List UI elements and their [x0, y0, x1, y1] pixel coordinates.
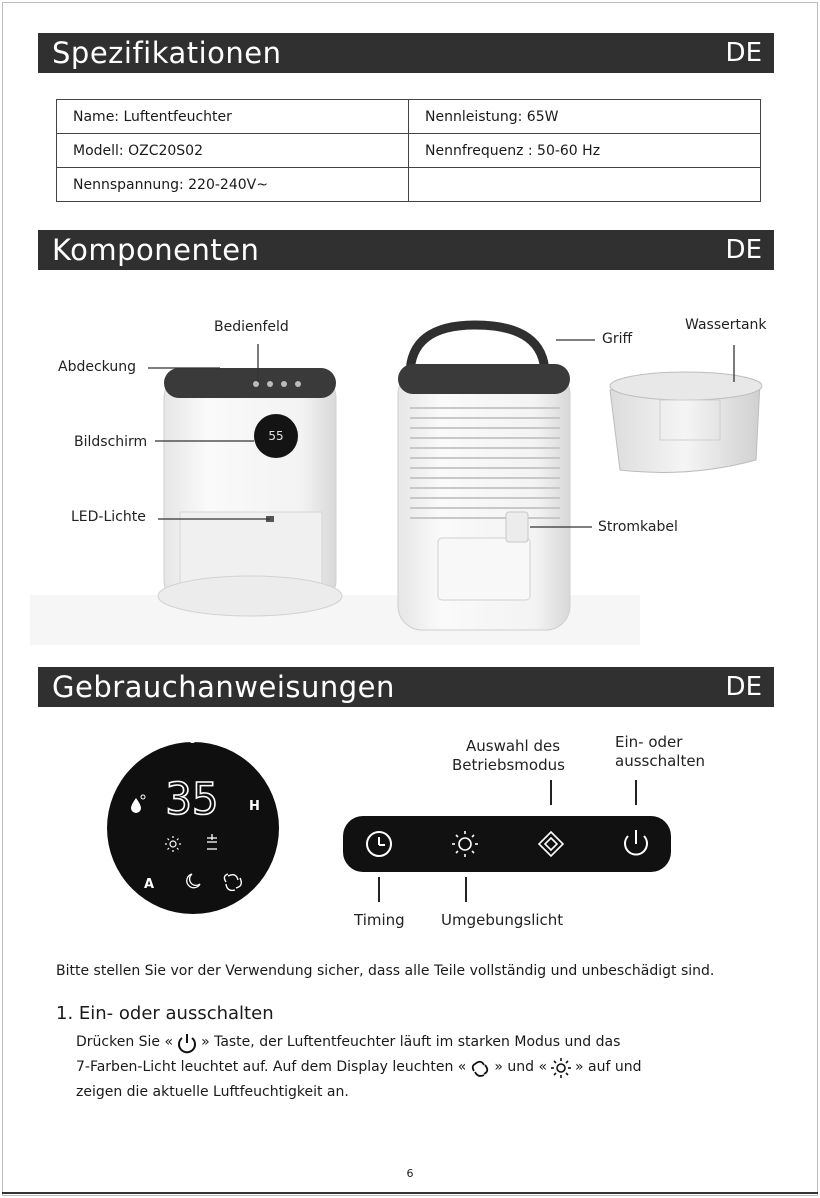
label-led-lichte: LED-Lichte [71, 509, 146, 525]
label-wassertank: Wassertank [685, 317, 767, 333]
label-power-line1: Ein- oder [615, 733, 683, 751]
label-umgebungslicht: Umgebungslicht [441, 911, 564, 929]
components-illustration [0, 290, 820, 650]
step1-line2 [76, 1055, 756, 1080]
table-cell: Name: Luftentfeuchter [57, 100, 409, 134]
dehumidifier-back [398, 325, 570, 630]
table-row [57, 100, 761, 134]
section-header-gebrauchanweisungen [38, 667, 774, 707]
language-badge: DE [725, 672, 762, 702]
spec-table [56, 99, 761, 202]
bottom-rule [2, 1192, 818, 1194]
section-header-komponenten [38, 230, 774, 270]
language-badge: DE [725, 38, 762, 68]
table-cell: Modell: OZC20S02 [57, 134, 409, 168]
step1-line1 [76, 1030, 756, 1055]
table-row [57, 134, 761, 168]
humidity-digits: 35 [165, 774, 219, 825]
step1-body [76, 1030, 756, 1105]
section-title: Komponenten [52, 233, 260, 267]
text-fragment: » und « [494, 1059, 548, 1075]
label-power-line2: ausschalten [615, 752, 706, 770]
step1-title: 1. Ein- oder ausschalten [56, 1003, 274, 1024]
table-cell [409, 168, 761, 202]
label-bildschirm: Bildschirm [74, 434, 148, 450]
table-cell: Nennfrequenz : 50-60 Hz [409, 134, 761, 168]
auto-mode-letter: A [144, 877, 155, 892]
fan-icon [469, 1057, 491, 1079]
label-abdeckung: Abdeckung [58, 359, 136, 375]
sun-icon [550, 1057, 572, 1079]
text-fragment: Drücken Sie « [76, 1034, 174, 1050]
intro-text: Bitte stellen Sie vor der Verwendung sicher, dass alle Teile vollständig und unbeschädigt sind. [56, 963, 715, 979]
text-fragment: 7-Farben-Licht leuchtet auf. Auf dem Display leuchten « [76, 1059, 467, 1075]
table-cell: Nennspannung: 220-240V~ [57, 168, 409, 202]
text-fragment: » auf und [575, 1059, 642, 1075]
control-panel [340, 778, 675, 908]
section-header-spezifikationen [38, 33, 774, 73]
section-title: Spezifikationen [52, 36, 282, 70]
round-display [104, 734, 294, 924]
label-griff: Griff [602, 331, 633, 347]
dehumidifier-front [158, 368, 342, 616]
section-title: Gebrauchanweisungen [52, 670, 395, 704]
text-fragment: zeigen die aktuelle Luftfeuchtigkeit an. [76, 1084, 349, 1100]
table-row [57, 168, 761, 202]
label-bedienfeld: Bedienfeld [214, 319, 289, 335]
label-mode-line1: Auswahl des [466, 737, 561, 755]
front-screen-digits: 55 [268, 429, 284, 443]
label-timing: Timing [354, 911, 405, 929]
label-mode-line2: Betriebsmodus [452, 756, 565, 774]
power-icon [176, 1032, 198, 1054]
label-stromkabel: Stromkabel [598, 519, 678, 535]
table-cell: Nennleistung: 65W [409, 100, 761, 134]
language-badge: DE [725, 235, 762, 265]
step1-line3 [76, 1080, 756, 1105]
humidity-unit: H [249, 799, 260, 814]
page-number: 6 [406, 1167, 414, 1180]
water-tank [610, 372, 762, 472]
text-fragment: » Taste, der Luftentfeuchter läuft im starken Modus und das [201, 1034, 621, 1050]
